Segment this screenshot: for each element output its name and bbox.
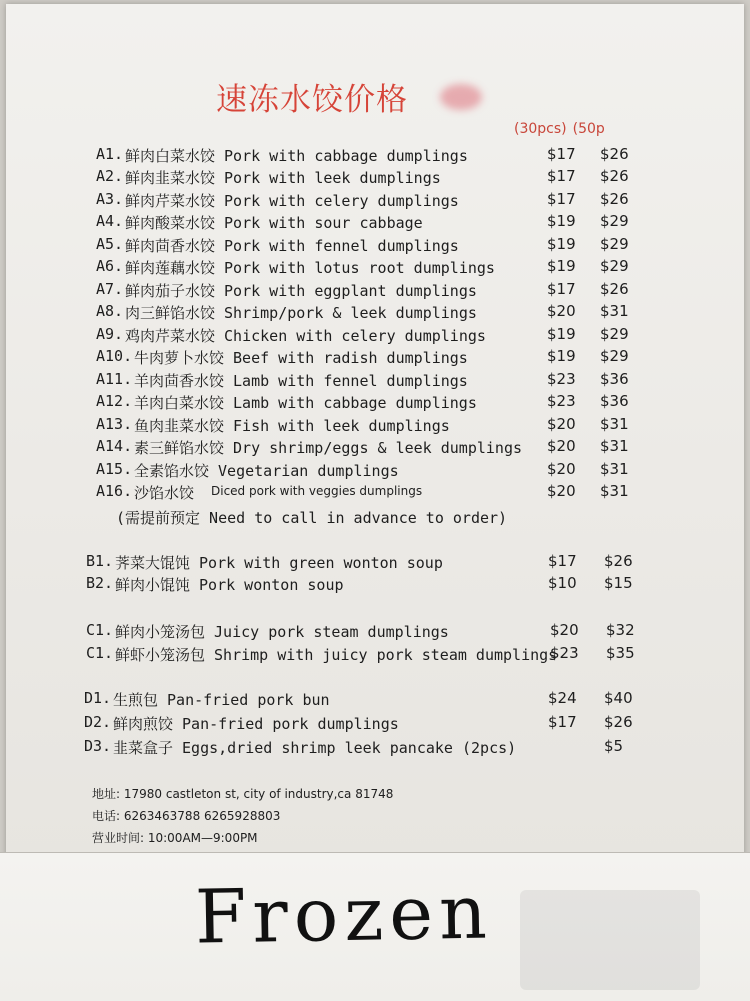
menu-item-row <box>0 713 738 735</box>
price-30pcs: $19 <box>547 212 576 230</box>
size-50pcs-label: (50p <box>572 121 605 137</box>
menu-item-row <box>0 145 738 167</box>
menu-title: 速冻水饺价格 <box>216 82 408 118</box>
item-description: 生煎包 Pan-fried pork bun <box>113 691 330 709</box>
item-code: A15. <box>96 460 133 478</box>
price-30pcs: $19 <box>547 325 576 343</box>
item-description: 荠菜大馄饨 Pork with green wonton soup <box>115 554 443 572</box>
item-code: D2. <box>84 713 112 731</box>
item-description: 鲜肉酸菜水饺 Pork with sour cabbage <box>125 214 423 232</box>
menu-item-row <box>0 302 738 324</box>
item-description: 鲜虾小笼汤包 Shrimp with juicy pork steam dumplings <box>115 646 558 664</box>
menu-item-row <box>0 325 738 347</box>
menu-item-row <box>0 212 738 234</box>
menu-item-row <box>0 737 738 759</box>
ink-smudge <box>440 84 482 110</box>
menu-item-row <box>0 190 738 212</box>
price-30pcs: $20 <box>547 460 576 478</box>
menu-item-row <box>0 167 738 189</box>
item-code: A12. <box>96 392 133 410</box>
price-50pcs: $29 <box>600 212 629 230</box>
price-50pcs: $5 <box>604 737 624 755</box>
item-code: A11. <box>96 370 133 388</box>
portion-size-labels <box>514 121 611 137</box>
menu-item-row <box>0 415 738 437</box>
item-code: A3. <box>96 190 124 208</box>
item-code: A7. <box>96 280 124 298</box>
price-50pcs: $31 <box>600 302 629 320</box>
item-code: A16. <box>96 482 133 500</box>
item-code: D1. <box>84 689 112 707</box>
price-30pcs: $20 <box>547 482 576 500</box>
price-50pcs: $29 <box>600 347 629 365</box>
price-50pcs: $29 <box>600 235 629 253</box>
price-50pcs: $26 <box>600 167 629 185</box>
hours-line: 营业时间: 10:00AM—9:00PM <box>92 831 258 845</box>
item-description: 鲜肉煎饺 Pan-fried pork dumplings <box>113 715 399 733</box>
item-code: A6. <box>96 257 124 275</box>
menu-item-row <box>0 392 738 414</box>
price-30pcs: $17 <box>548 713 577 731</box>
price-50pcs: $36 <box>600 370 629 388</box>
price-50pcs: $36 <box>600 392 629 410</box>
price-50pcs: $31 <box>600 437 629 455</box>
item-description: 鸡肉芹菜水饺 Chicken with celery dumplings <box>125 327 486 345</box>
price-30pcs: $17 <box>547 145 576 163</box>
address-line: 地址: 17980 castleton st, city of industry,ca 81748 <box>92 787 394 801</box>
price-50pcs: $35 <box>606 644 635 662</box>
price-50pcs: $26 <box>600 280 629 298</box>
menu-item-row <box>0 257 738 279</box>
item-description-small: Diced pork with veggies dumplings <box>211 484 423 498</box>
phone-line: 电话: 6263463788 6265928803 <box>92 809 281 823</box>
item-description: 鲜肉白菜水饺 Pork with cabbage dumplings <box>125 147 468 165</box>
item-description: 全素馅水饺 Vegetarian dumplings <box>134 462 399 480</box>
item-description: 鱼肉韭菜水饺 Fish with leek dumplings <box>134 417 450 435</box>
frozen-handwritten-label: Frozen <box>194 869 494 961</box>
item-description: 肉三鲜馅水饺 Shrimp/pork & leek dumplings <box>125 304 477 322</box>
price-50pcs: $26 <box>600 190 629 208</box>
price-50pcs: $15 <box>604 574 633 592</box>
advance-order-note: (需提前预定 Need to call in advance to order) <box>116 509 508 527</box>
item-description: 素三鲜馅水饺 Dry shrimp/eggs & leek dumplings <box>134 439 523 457</box>
item-code: A4. <box>96 212 124 230</box>
item-description: 牛肉萝卜水饺 Beef with radish dumplings <box>134 349 468 367</box>
item-code: A13. <box>96 415 133 433</box>
item-code: A2. <box>96 167 124 185</box>
price-30pcs: $23 <box>547 370 576 388</box>
menu-item-row <box>0 621 738 643</box>
price-30pcs: $19 <box>547 235 576 253</box>
price-50pcs: $32 <box>606 621 635 639</box>
item-code: A1. <box>96 145 124 163</box>
item-description: 鲜肉莲藕水饺 Pork with lotus root dumplings <box>125 259 495 277</box>
item-description: 鲜肉小馄饨 Pork wonton soup <box>115 576 344 594</box>
item-description: 鲜肉茄子水饺 Pork with eggplant dumplings <box>125 282 477 300</box>
price-50pcs: $26 <box>600 145 629 163</box>
menu-item-row <box>0 644 738 666</box>
price-30pcs: $19 <box>547 347 576 365</box>
price-30pcs: $17 <box>547 190 576 208</box>
item-description: 羊肉白菜水饺 Lamb with cabbage dumplings <box>134 394 477 412</box>
price-30pcs: $20 <box>547 437 576 455</box>
price-50pcs: $31 <box>600 460 629 478</box>
menu-item-row <box>0 574 738 596</box>
item-description: 鲜肉小笼汤包 Juicy pork steam dumplings <box>115 623 449 641</box>
menu-item-row <box>0 347 738 369</box>
item-code: A9. <box>96 325 124 343</box>
item-code: C1. <box>86 644 114 662</box>
item-code: A10. <box>96 347 133 365</box>
price-30pcs: $17 <box>547 280 576 298</box>
item-code: A8. <box>96 302 124 320</box>
price-30pcs: $10 <box>548 574 577 592</box>
price-30pcs: $23 <box>550 644 579 662</box>
item-code: A14. <box>96 437 133 455</box>
item-description: 羊肉茴香水饺 Lamb with fennel dumplings <box>134 372 468 390</box>
menu-item-row <box>0 482 738 504</box>
price-30pcs: $23 <box>547 392 576 410</box>
item-description: 鲜肉芹菜水饺 Pork with celery dumplings <box>125 192 459 210</box>
price-50pcs: $31 <box>600 415 629 433</box>
price-30pcs: $17 <box>547 167 576 185</box>
menu-item-row <box>0 552 738 574</box>
price-50pcs: $31 <box>600 482 629 500</box>
price-50pcs: $29 <box>600 257 629 275</box>
menu-item-row <box>0 370 738 392</box>
price-30pcs: $24 <box>548 689 577 707</box>
size-30pcs-label: (30pcs) <box>514 121 567 137</box>
price-30pcs: $20 <box>547 415 576 433</box>
price-30pcs: $17 <box>548 552 577 570</box>
item-code: B1. <box>86 552 114 570</box>
price-50pcs: $26 <box>604 552 633 570</box>
price-30pcs: $19 <box>547 257 576 275</box>
menu-item-row <box>0 280 738 302</box>
item-code: C1. <box>86 621 114 639</box>
item-code: A5. <box>96 235 124 253</box>
item-code: B2. <box>86 574 114 592</box>
label-shadow <box>520 890 700 990</box>
item-code: D3. <box>84 737 112 755</box>
price-30pcs: $20 <box>550 621 579 639</box>
price-50pcs: $29 <box>600 325 629 343</box>
item-description: 沙馅水饺 <box>134 484 195 502</box>
menu-item-row <box>0 437 738 459</box>
price-30pcs: $20 <box>547 302 576 320</box>
menu-item-row <box>0 460 738 482</box>
menu-item-row <box>0 689 738 711</box>
price-50pcs: $26 <box>604 713 633 731</box>
price-50pcs: $40 <box>604 689 633 707</box>
item-description: 鲜肉韭菜水饺 Pork with leek dumplings <box>125 169 441 187</box>
item-description: 韭菜盒子 Eggs,dried shrimp leek pancake (2pcs) <box>113 739 517 757</box>
item-description: 鲜肉茴香水饺 Pork with fennel dumplings <box>125 237 459 255</box>
menu-item-row <box>0 235 738 257</box>
